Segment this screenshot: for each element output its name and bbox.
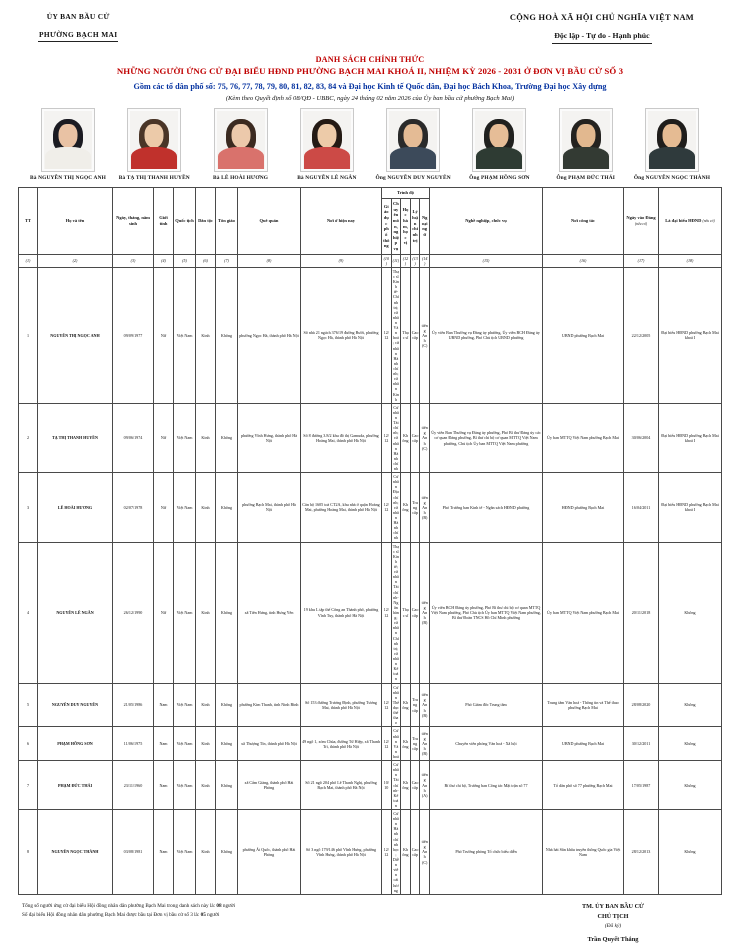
- cell-dob: 21/05/1986: [113, 683, 154, 727]
- column-number-cell: (16): [543, 254, 624, 267]
- cell-dob: 09/06/1974: [113, 403, 154, 472]
- cell-job: Ủy viên BCH Đảng ủy phường, Phó Bí thư chi bộ cơ quan MTTQ Việt Nam phường, Phó Chủ tịch Ủy ban MTTQ Việt Nam phường, Bí thư Đoàn TNCS Hồ Chí Minh phường: [430, 542, 543, 683]
- candidate-name-caption: Ông PHẠM ĐỨC THÁI: [556, 174, 616, 181]
- cell-profession: Cử nhân Văn hoá: [392, 728, 399, 759]
- candidates-table: [18, 187, 722, 894]
- cell-tt: 6: [19, 727, 38, 761]
- cell-workplace: Ủy ban MTTQ Việt Nam phường Bạch Mai: [543, 403, 624, 472]
- cell-education: 10/10: [382, 761, 392, 810]
- col-language: Ngoại ngữ: [420, 199, 430, 255]
- portrait-image: [303, 111, 351, 169]
- signature-signed-note: (Đã ký): [604, 922, 622, 929]
- cell-degree: Không: [401, 473, 411, 542]
- national-motto: Độc lập - Tự do - Hạnh phúc: [552, 31, 651, 44]
- col-education: Giáo dục phổ thông: [382, 199, 392, 255]
- col-degree: Học hàm, học vị: [401, 199, 411, 255]
- document-header: [18, 12, 722, 45]
- cell-dob: 09/09/1977: [113, 267, 154, 403]
- document-footer: [18, 902, 722, 946]
- candidate-photo-item: [112, 108, 196, 181]
- candidate-photo-item: [457, 108, 541, 181]
- table-head: [19, 188, 722, 267]
- cell-politics: Trung cấp: [410, 727, 420, 761]
- cell-address: Số 3 ngõ 179/146 phố Vĩnh Hưng, phường Vĩnh Hưng, thành phố Hà Nội: [301, 810, 382, 895]
- signature-position: CHỦ TỊCH: [597, 912, 629, 920]
- cell-origin: phường Ái Quốc, thành phố Hải Phòng: [238, 810, 301, 895]
- cell-ethnicity: Kinh: [196, 810, 216, 895]
- cell-dob: 03/08/1981: [113, 810, 154, 895]
- cell-ethnicity: Kinh: [196, 727, 216, 761]
- cell-tt: 7: [19, 761, 38, 810]
- elected-seats-line: [22, 911, 235, 920]
- cell-degree: Thạc sĩ: [401, 542, 411, 683]
- cell-language: tiếng Anh (B): [420, 542, 430, 683]
- cell-full-name: NGUYỄN LÊ NGÂN: [38, 542, 113, 683]
- authority-line-1: ỦY BAN BẦU CỬ: [46, 12, 110, 21]
- cell-job: Chuyên viên phòng Văn hoá - Xã hội: [430, 727, 543, 761]
- cell-ethnicity: Kinh: [196, 761, 216, 810]
- cell-tt: 4: [19, 542, 38, 683]
- table-row: [19, 403, 722, 472]
- signature-block: [508, 902, 718, 946]
- table-body: [19, 267, 722, 894]
- cell-profession: Thạc sĩ Kinh tế-Chính trị; cử nhân Văn hoá; cử nhân Hành chính; cử nhân Kinh: [392, 268, 400, 402]
- cell-sex: Nữ: [154, 473, 174, 542]
- cell-sex: Nam: [154, 810, 174, 895]
- candidate-portrait: [41, 108, 95, 172]
- col-hdnd: [659, 188, 722, 254]
- cell-origin: phường Ngọc Hà, thành phố Hà Nội: [238, 267, 301, 403]
- col-sex: Giới tính: [154, 188, 174, 254]
- column-number-cell: (1): [19, 254, 38, 267]
- candidate-name-caption: Bà TẠ THỊ THANH HUYỀN: [118, 174, 190, 181]
- cell-origin: xã Thượng Tín, thành phố Hà Nội: [238, 727, 301, 761]
- col-party-date: [624, 188, 659, 254]
- title-line-3: Gồm các tổ dân phố số: 75, 76, 77, 78, 79, 80, 81, 82, 83, 84 và Đại học Kinh tế Quốc dân, Đại học Bách Khoa, Trường Đại học Xây dựng: [133, 81, 607, 91]
- portrait-image: [475, 111, 523, 169]
- candidate-name-caption: Ông PHẠM HỒNG SƠN: [469, 174, 530, 181]
- candidate-name-caption: Bà NGUYỄN THỊ NGỌC ANH: [30, 174, 106, 181]
- col-nationality: Quốc tịch: [174, 188, 196, 254]
- candidate-portrait: [214, 108, 268, 172]
- cell-full-name: NGUYỄN THỊ NGỌC ANH: [38, 267, 113, 403]
- cell-dob: 11/06/1975: [113, 727, 154, 761]
- cell-hdnd: Không: [659, 727, 722, 761]
- cell-workplace: Trung tâm Văn hoá - Thông tin và Thể thao phường Bạch Mai: [543, 683, 624, 727]
- cell-ethnicity: Kinh: [196, 683, 216, 727]
- candidate-portrait: [472, 108, 526, 172]
- cell-dob: 02/07/1978: [113, 473, 154, 542]
- cell-degree: Không: [401, 810, 411, 895]
- cell-politics: Cao cấp: [410, 403, 420, 472]
- cell-job: Phó Giám đốc Trung tâm: [430, 683, 543, 727]
- table-row: [19, 267, 722, 403]
- cell-profession: Cử nhân Hành chính học; Diễn viên cải lương: [392, 811, 399, 893]
- cell-religion: Không: [216, 267, 238, 403]
- cell-origin: xã Cẩm Giàng, thành phố Hải Phòng: [238, 761, 301, 810]
- column-number-cell: (13): [410, 254, 420, 267]
- cell-language: tiếng Anh (C): [420, 267, 430, 403]
- column-number-cell: (14): [420, 254, 430, 267]
- cell-address: Số 153 đường Trương Định, phường Tương Mai, thành phố Hà Nội: [301, 683, 382, 727]
- portrait-image: [562, 111, 610, 169]
- cell-sex: Nam: [154, 761, 174, 810]
- candidate-name-caption: Ông NGUYỄN DUY NGUYÊN: [375, 174, 451, 181]
- col-ethnicity: Dân tộc: [196, 188, 216, 254]
- candidate-portrait: [386, 108, 440, 172]
- cell-job: Bí thư chi bộ, Trưởng ban Công tác Mặt trận số 77: [430, 761, 543, 810]
- cell-sex: Nam: [154, 727, 174, 761]
- cell-full-name: TẠ THỊ THANH HUYỀN: [38, 403, 113, 472]
- cell-language: tiếng Anh (B): [420, 473, 430, 542]
- col-address: Nơi ở hiện nay: [301, 188, 382, 254]
- candidate-photo-item: [371, 108, 455, 181]
- cell-politics: Cao cấp: [410, 761, 420, 810]
- col-workplace: Nơi công tác: [543, 188, 624, 254]
- cell-degree: Thạc sĩ: [401, 267, 411, 403]
- candidate-portrait: [127, 108, 181, 172]
- cell-education: 12/12: [382, 727, 392, 761]
- portrait-image: [389, 111, 437, 169]
- cell-ethnicity: Kinh: [196, 267, 216, 403]
- cell-hdnd: Không: [659, 810, 722, 895]
- cell-education: 12/12: [382, 810, 392, 895]
- cell-job: Phó Trưởng phòng Tổ chức biểu diễn: [430, 810, 543, 895]
- cell-full-name: NGUYỄN NGỌC THÀNH: [38, 810, 113, 895]
- cell-religion: Không: [216, 810, 238, 895]
- cell-religion: Không: [216, 683, 238, 727]
- column-number-cell: (4): [154, 254, 174, 267]
- table-row: [19, 542, 722, 683]
- cell-education: 12/12: [382, 267, 392, 403]
- col-job: Nghề nghiệp, chức vụ: [430, 188, 543, 254]
- cell-education: 12/12: [382, 403, 392, 472]
- candidate-portrait: [559, 108, 613, 172]
- cell-nationality: Việt Nam: [174, 542, 196, 683]
- table-numbering-row: [19, 254, 722, 267]
- cell-sex: Nữ: [154, 267, 174, 403]
- cell-full-name: PHẠM ĐỨC THÁI: [38, 761, 113, 810]
- elected-seats-pre: Số đại biểu Hội đồng nhân dân phường Bạch Mai được bầu tại Đơn vị bầu cử số 3 là:: [22, 911, 201, 918]
- cell-nationality: Việt Nam: [174, 403, 196, 472]
- cell-workplace: UBND phường Bạch Mai: [543, 727, 624, 761]
- column-number-cell: (6): [196, 254, 216, 267]
- cell-party-date: 30/06/2004: [624, 403, 659, 472]
- cell-nationality: Việt Nam: [174, 761, 196, 810]
- title-line-2: NHỮNG NGƯỜI ỨNG CỬ ĐẠI BIỂU HĐND PHƯỜNG BẠCH MAI KHOÁ II, NHIỆM KỲ 2026 - 2031 Ở ĐƠN VỊ BẦU CỬ SỐ 3: [116, 65, 624, 76]
- column-number-cell: (12): [401, 254, 411, 267]
- candidate-photo-item: [199, 108, 283, 181]
- total-candidates-pre: Tổng số người ứng cử đại biểu Hội đồng nhân dân phường Bạch Mai trong danh sách này là:: [22, 902, 217, 909]
- cell-hdnd: Không: [659, 683, 722, 727]
- cell-address: 19 khu L tập thể Công an Thành phố, phường Vĩnh Tuy, thành phố Hà Nội: [301, 542, 382, 683]
- portrait-image: [217, 111, 265, 169]
- column-number-cell: (18): [659, 254, 722, 267]
- table-row: [19, 683, 722, 727]
- cell-politics: Cao cấp: [410, 267, 420, 403]
- elected-seats-value: 05: [200, 911, 206, 918]
- cell-education: 12/12: [382, 683, 392, 727]
- cell-workplace: Nhà hát Sân khấu truyền thống Quốc gia Việt Nam: [543, 810, 624, 895]
- total-candidates-post: người: [221, 902, 236, 909]
- cell-nationality: Việt Nam: [174, 473, 196, 542]
- col-profession: Chuyên môn, nghiệp vụ: [391, 199, 401, 255]
- col-religion: Tôn giáo: [216, 188, 238, 254]
- cell-politics: Cao cấp: [410, 810, 420, 895]
- cell-profession: Cử nhân Tài chính-Kế toán: [392, 762, 399, 808]
- cell-job: Ủy viên Ban Thường vụ Đảng ủy phường, Ủy viên BCH Đảng ủy UBND phường, Phó Chủ tịch UBND phường: [430, 267, 543, 403]
- cell-ethnicity: Kinh: [196, 542, 216, 683]
- col-party-date-note: (nếu có): [634, 222, 648, 227]
- cell-sex: Nữ: [154, 403, 174, 472]
- col-politics: Lý luận chính trị: [410, 199, 420, 255]
- cell-language: tiếng Anh (C): [420, 810, 430, 895]
- cell-origin: phường Vĩnh Hưng, thành phố Hà Nội: [238, 403, 301, 472]
- cell-politics: Trung cấp: [410, 683, 420, 727]
- column-number-cell: (8): [238, 254, 301, 267]
- candidate-name-caption: Ông NGUYỄN NGỌC THÀNH: [633, 174, 711, 181]
- signature-authority: TM. ỦY BAN BẦU CỬ: [582, 902, 644, 910]
- column-number-cell: (7): [216, 254, 238, 267]
- cell-party-date: 28/12/2013: [624, 810, 659, 895]
- cell-workplace: UBND phường Bạch Mai: [543, 267, 624, 403]
- country-name: CỘNG HOÀ XÃ HỘI CHỦ NGHĨA VIỆT NAM: [509, 13, 694, 22]
- cell-full-name: PHẠM HỒNG SƠN: [38, 727, 113, 761]
- candidate-portrait: [300, 108, 354, 172]
- signature-name: Trần Quyết Thắng: [587, 936, 639, 944]
- total-candidates-line: [22, 902, 235, 911]
- candidate-name-caption: Bà NGUYỄN LÊ NGÂN: [297, 174, 357, 181]
- cell-profession: Cử nhân Thể dục thể thao: [392, 684, 400, 726]
- cell-dob: 23/11/1960: [113, 761, 154, 810]
- cell-nationality: Việt Nam: [174, 727, 196, 761]
- cell-profession: Cử nhân Tài chính; cử nhân Hành chính: [392, 404, 399, 472]
- col-hdnd-label: Là đại biểu HĐND: [665, 218, 702, 224]
- cell-party-date: 17/05/1987: [624, 761, 659, 810]
- document-title-block: [18, 55, 722, 102]
- cell-party-date: 30/12/2011: [624, 727, 659, 761]
- cell-religion: Không: [216, 403, 238, 472]
- cell-profession: Cử nhân Địa chính; cử nhân Hành chính: [392, 474, 399, 541]
- table-row: [19, 810, 722, 895]
- cell-hdnd: Đại biểu HĐND phường Bạch Mai khoá I: [659, 267, 722, 403]
- cell-ethnicity: Kinh: [196, 473, 216, 542]
- cell-politics: Trung cấp: [410, 473, 420, 542]
- cell-ethnicity: Kinh: [196, 403, 216, 472]
- column-number-cell: (15): [430, 254, 543, 267]
- table-row: [19, 473, 722, 542]
- cell-workplace: Tổ dân phố số 77 phường Bạch Mai: [543, 761, 624, 810]
- cell-nationality: Việt Nam: [174, 267, 196, 403]
- cell-degree: Không: [401, 761, 411, 810]
- candidate-name-caption: Bà LÊ HOÀI HƯƠNG: [213, 174, 269, 181]
- authority-line-2: PHƯỜNG BẠCH MAI: [38, 30, 118, 42]
- cell-education: 12/12: [382, 542, 392, 683]
- cell-workplace: HĐND phường Bạch Mai: [543, 473, 624, 542]
- cell-address: Căn hộ 1605 toà CT2A, khu nhà ở quận Hoàng Mai, phường Hoàng Mai, thành phố Hà Nội: [301, 473, 382, 542]
- cell-degree: Không: [401, 683, 411, 727]
- cell-language: tiếng Anh (B): [420, 683, 430, 727]
- cell-origin: phường Bạch Mai, thành phố Hà Nội: [238, 473, 301, 542]
- candidate-photo-strip: [18, 108, 722, 181]
- cell-address: Số 21 ngõ 204 phố Lê Thanh Nghị, phường Bạch Mai, thành phố Hà Nội: [301, 761, 382, 810]
- cell-religion: Không: [216, 473, 238, 542]
- cell-origin: xã Tiên Hưng, tỉnh Hưng Yên: [238, 542, 301, 683]
- national-heading: [510, 12, 694, 45]
- cell-hdnd: Không: [659, 542, 722, 683]
- cell-party-date: 28/08/2020: [624, 683, 659, 727]
- total-candidates-value: 08: [216, 902, 222, 909]
- portrait-image: [44, 111, 92, 169]
- cell-job: Ủy viên Ban Thường vụ Đảng ủy phường, Phó Bí thư Đảng ủy các cơ quan Đảng phường, Bí thư chi bộ cơ quan MTTQ Việt Nam phường, Chủ tịch Ủy ban MTTQ Việt Nam phường: [430, 403, 543, 472]
- col-full-name: Họ và tên: [38, 188, 113, 254]
- cell-address: 49 ngõ 1, xóm Chùa, đường Tứ Hiệp, xã Thanh Trì, thành phố Hà Nội: [301, 727, 382, 761]
- cell-nationality: Việt Nam: [174, 810, 196, 895]
- cell-tt: 1: [19, 267, 38, 403]
- cell-sex: Nam: [154, 683, 174, 727]
- cell-party-date: 22/12/2005: [624, 267, 659, 403]
- table-header-group-row: [19, 188, 722, 199]
- cell-workplace: Ủy ban MTTQ Việt Nam phường Bạch Mai: [543, 542, 624, 683]
- cell-full-name: LÊ HOÀI HƯƠNG: [38, 473, 113, 542]
- cell-sex: Nữ: [154, 542, 174, 683]
- cell-hdnd: Đại biểu HĐND phường Bạch Mai khoá I: [659, 473, 722, 542]
- title-line-4: (Kèm theo Quyết định số 08/QĐ - UBBC, ngày 24 tháng 02 năm 2026 của Ủy ban bầu cử phường Bạch Mai): [225, 94, 515, 102]
- column-number-cell: (10): [382, 254, 392, 267]
- elected-seats-post: người: [205, 911, 220, 918]
- cell-language: tiếng Anh (B): [420, 727, 430, 761]
- candidate-photo-item: [544, 108, 628, 181]
- cell-party-date: 16/04/2011: [624, 473, 659, 542]
- cell-religion: Không: [216, 542, 238, 683]
- col-hdnd-note: (nếu có): [702, 219, 715, 224]
- table-row: [19, 727, 722, 761]
- col-group-trinhdo: Trình độ: [382, 188, 430, 199]
- column-number-cell: (2): [38, 254, 113, 267]
- cell-tt: 5: [19, 683, 38, 727]
- column-number-cell: (9): [301, 254, 382, 267]
- issuing-authority: [38, 12, 118, 44]
- summary-block: [22, 902, 235, 946]
- table-row: [19, 761, 722, 810]
- cell-language: tiếng Anh (A): [420, 761, 430, 810]
- cell-job: Phó Trưởng ban Kinh tế - Ngân sách HĐND phường: [430, 473, 543, 542]
- cell-religion: Không: [216, 761, 238, 810]
- cell-tt: 3: [19, 473, 38, 542]
- portrait-image: [130, 111, 178, 169]
- cell-party-date: 20/11/2018: [624, 542, 659, 683]
- cell-degree: Không: [401, 403, 411, 472]
- cell-tt: 2: [19, 403, 38, 472]
- cell-nationality: Việt Nam: [174, 683, 196, 727]
- cell-language: tiếng Anh (C): [420, 403, 430, 472]
- title-line-1: DANH SÁCH CHÍNH THỨC: [315, 54, 425, 64]
- column-number-cell: (3): [113, 254, 154, 267]
- cell-politics: Cao cấp: [410, 542, 420, 683]
- portrait-image: [648, 111, 696, 169]
- col-party-date-label: Ngày vào Đảng: [626, 215, 656, 221]
- candidate-photo-item: [26, 108, 110, 181]
- candidate-portrait: [645, 108, 699, 172]
- col-tt: TT: [19, 188, 38, 254]
- cell-full-name: NGUYỄN DUY NGUYÊN: [38, 683, 113, 727]
- column-number-cell: (17): [624, 254, 659, 267]
- cell-address: Số 8 đường 3.8/2 khu đô thị Gamuda, phường Hoàng Mai, thành phố Hà Nội: [301, 403, 382, 472]
- cell-education: 12/12: [382, 473, 392, 542]
- column-number-cell: (11): [391, 254, 401, 267]
- col-origin: Quê quán: [238, 188, 301, 254]
- cell-dob: 26/12/1990: [113, 542, 154, 683]
- candidate-photo-item: [285, 108, 369, 181]
- col-dob: Ngày, tháng, năm sinh: [113, 188, 154, 254]
- column-number-cell: (5): [174, 254, 196, 267]
- cell-religion: Không: [216, 727, 238, 761]
- cell-address: Số nhà 21 ngách 376/19 đường Bưởi, phường Ngọc Hà, thành phố Hà Nội: [301, 267, 382, 403]
- cell-hdnd: Đại biểu HĐND phường Bạch Mai khoá I: [659, 403, 722, 472]
- cell-tt: 8: [19, 810, 38, 895]
- cell-profession: Thạc sĩ Kinh tế; cử nhân Tài chính-Ngân hàng; cử nhân Chính trị; cử nhân Kế toán: [392, 543, 400, 682]
- cell-origin: phường Kim Thanh, tỉnh Ninh Bình: [238, 683, 301, 727]
- candidate-photo-item: [630, 108, 714, 181]
- cell-degree: Không: [401, 727, 411, 761]
- cell-hdnd: Không: [659, 761, 722, 810]
